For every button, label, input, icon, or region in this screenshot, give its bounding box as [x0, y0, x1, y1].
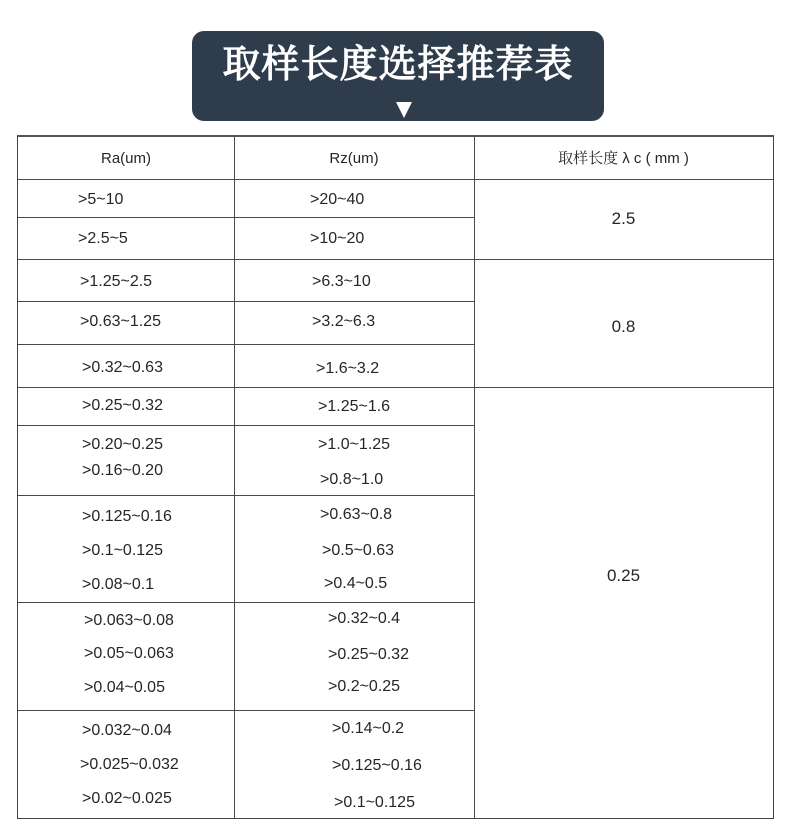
ra-cell: >0.1~0.125 [82, 542, 163, 559]
rz-cell: >1.6~3.2 [316, 360, 380, 377]
rz-cell: >1.0~1.25 [318, 436, 391, 453]
ra-cell: >0.05~0.063 [84, 645, 174, 662]
rz-cell: >0.14~0.2 [332, 720, 405, 737]
ra-cell: >0.125~0.16 [82, 508, 172, 525]
group-divider [18, 387, 773, 388]
page-title: 取样长度选择推荐表 [222, 42, 574, 86]
header-rz: Rz(um) [329, 150, 379, 167]
title-banner [192, 31, 604, 121]
row-divider [18, 425, 474, 426]
row-divider [18, 301, 474, 302]
rz-cell: >0.2~0.25 [328, 678, 401, 695]
column-divider [474, 137, 475, 819]
header-ra: Ra(um) [100, 150, 151, 167]
ra-cell: >0.20~0.25 [82, 436, 163, 453]
ra-cell: >0.63~1.25 [80, 313, 161, 330]
ra-cell: >1.25~2.5 [80, 273, 153, 290]
down-arrow-icon [396, 102, 412, 118]
rz-cell: >0.8~1.0 [320, 471, 384, 488]
rz-cell: >6.3~10 [312, 273, 371, 290]
row-divider [18, 344, 474, 345]
lambda-value: 2.5 [611, 209, 636, 228]
group-divider [18, 259, 773, 260]
ra-cell: >0.16~0.20 [82, 462, 163, 479]
header-lambda: 取样长度 λ c ( mm ) [558, 150, 689, 167]
rz-cell: >0.25~0.32 [328, 646, 409, 663]
rz-cell: >0.32~0.4 [328, 610, 401, 627]
ra-cell: >0.25~0.32 [82, 397, 163, 414]
ra-cell: >0.04~0.05 [84, 679, 165, 696]
column-divider [234, 137, 235, 819]
ra-cell: >0.025~0.032 [80, 756, 179, 773]
lambda-value: 0.8 [611, 317, 636, 336]
row-divider [18, 602, 474, 603]
rz-cell: >20~40 [310, 191, 365, 208]
row-divider [18, 495, 474, 496]
rz-cell: >0.63~0.8 [320, 506, 393, 523]
ra-cell: >2.5~5 [78, 230, 128, 247]
ra-cell: >0.032~0.04 [82, 722, 172, 739]
ra-cell: >0.08~0.1 [82, 576, 155, 593]
ra-cell: >0.063~0.08 [84, 612, 174, 629]
rz-cell: >0.5~0.63 [322, 542, 395, 559]
row-divider [18, 710, 474, 711]
rz-cell: >0.125~0.16 [332, 757, 422, 774]
lambda-value: 0.25 [606, 566, 641, 585]
rz-cell: >0.4~0.5 [324, 575, 388, 592]
ra-cell: >0.32~0.63 [82, 359, 163, 376]
ra-cell: >0.02~0.025 [82, 790, 172, 807]
rz-cell: >3.2~6.3 [312, 313, 376, 330]
sampling-length-table [17, 135, 774, 819]
ra-cell: >5~10 [78, 191, 124, 208]
rz-cell: >0.1~0.125 [334, 794, 415, 811]
rz-cell: >1.25~1.6 [318, 398, 391, 415]
rz-cell: >10~20 [310, 230, 365, 247]
header-divider [18, 179, 773, 180]
row-divider [18, 217, 474, 218]
